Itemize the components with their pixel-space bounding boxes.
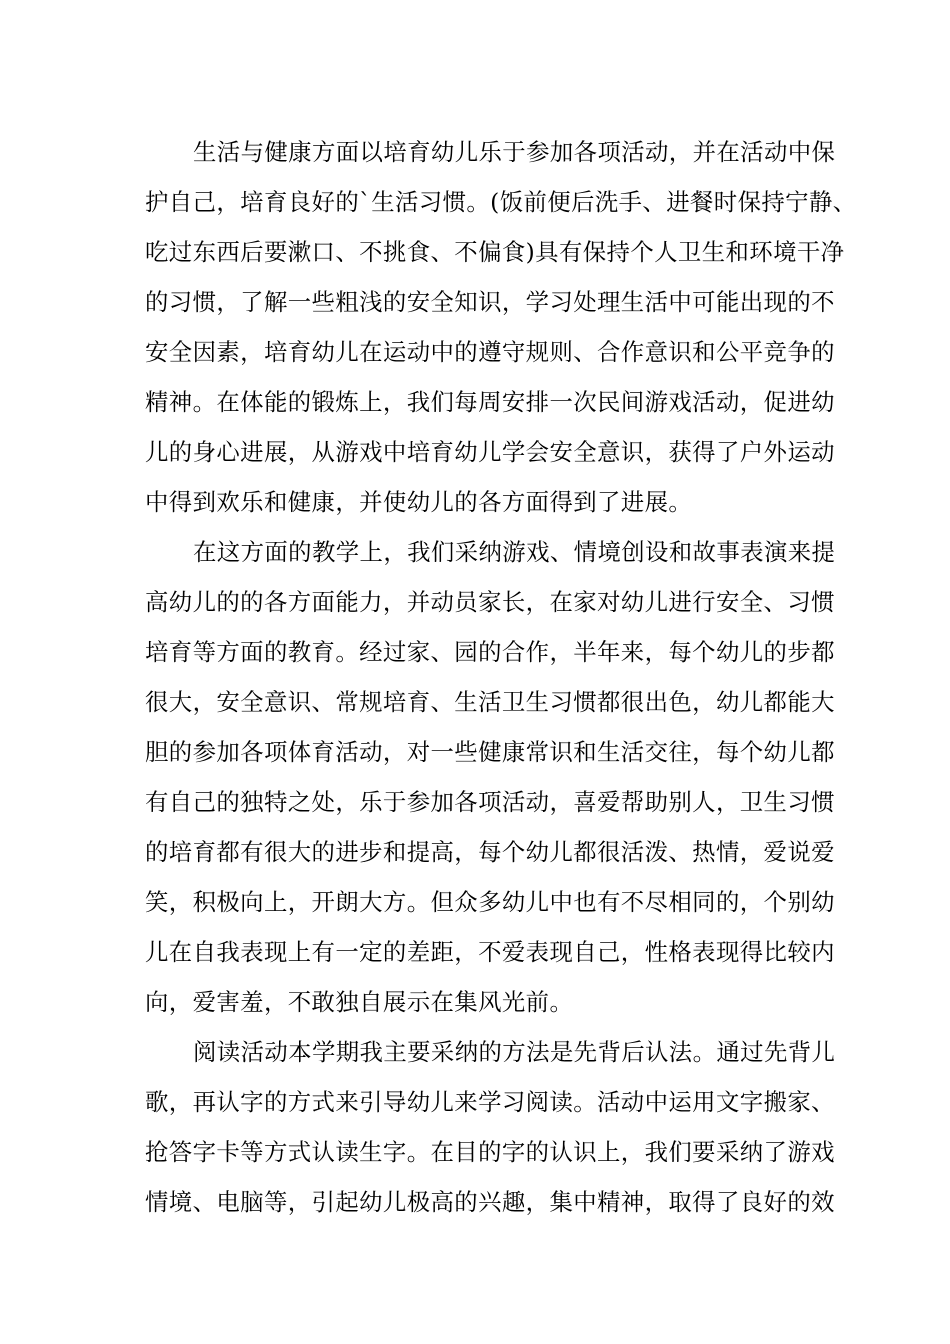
text-line: 儿的身心进展，从游戏中培育幼儿学会安全意识，获得了户外运动	[145, 438, 835, 466]
text-line: 高幼儿的的各方面能力，并动员家长，在家对幼儿进行安全、习惯	[145, 588, 835, 616]
document-body	[145, 127, 857, 1227]
text-line: 歌，再认字的方式来引导幼儿来学习阅读。活动中运用文字搬家、	[145, 1088, 835, 1116]
text-line: 阅读活动本学期我主要采纳的方法是先背后认法。通过先背儿	[193, 1038, 836, 1066]
text-line: 很大，安全意识、常规培育、生活卫生习惯都很出色，幼儿都能大	[145, 688, 835, 716]
text-line: 精神。在体能的锻炼上，我们每周安排一次民间游戏活动，促进幼	[145, 388, 835, 416]
paragraph-teaching	[145, 527, 836, 1027]
text-line: 生活与健康方面以培育幼儿乐于参加各项活动，并在活动中保	[193, 138, 836, 166]
text-line: 吃过东西后要漱口、不挑食、不偏食)具有保持个人卫生和环境干净	[145, 238, 845, 266]
text-line: 在这方面的教学上，我们采纳游戏、情境创设和故事表演来提	[193, 538, 836, 566]
text-line: 的习惯，了解一些粗浅的安全知识，学习处理生活中可能出现的不	[145, 288, 835, 316]
paragraph-reading	[145, 1027, 836, 1227]
text-line: 中得到欢乐和健康，并使幼儿的各方面得到了进展。	[145, 488, 693, 516]
text-line: 安全因素，培育幼儿在运动中的遵守规则、合作意识和公平竞争的	[145, 338, 835, 366]
text-line: 胆的参加各项体育活动，对一些健康常识和生活交往，每个幼儿都	[145, 738, 835, 766]
text-line: 儿在自我表现上有一定的差距，不爱表现自己，性格表现得比较内	[145, 938, 835, 966]
text-line: 培育等方面的教育。经过家、园的合作，半年来，每个幼儿的步都	[145, 638, 835, 666]
text-line: 护自己，培育良好的`生活习惯。(饭前便后洗手、进餐时保持宁静、	[145, 188, 857, 216]
text-line: 有自己的独特之处，乐于参加各项活动，喜爱帮助别人，卫生习惯	[145, 788, 835, 816]
text-line: 的培育都有很大的进步和提高，每个幼儿都很活泼、热情，爱说爱	[145, 838, 835, 866]
text-line: 情境、电脑等，引起幼儿极高的兴趣，集中精神，取得了良好的效	[145, 1188, 835, 1216]
paragraph-health	[145, 127, 857, 527]
text-line: 向，爱害羞，不敢独自展示在集风光前。	[145, 988, 574, 1016]
text-line: 笑，积极向上，开朗大方。但众多幼儿中也有不尽相同的，个别幼	[145, 888, 835, 916]
text-line: 抢答字卡等方式认读生字。在目的字的认识上，我们要采纳了游戏	[145, 1138, 835, 1166]
